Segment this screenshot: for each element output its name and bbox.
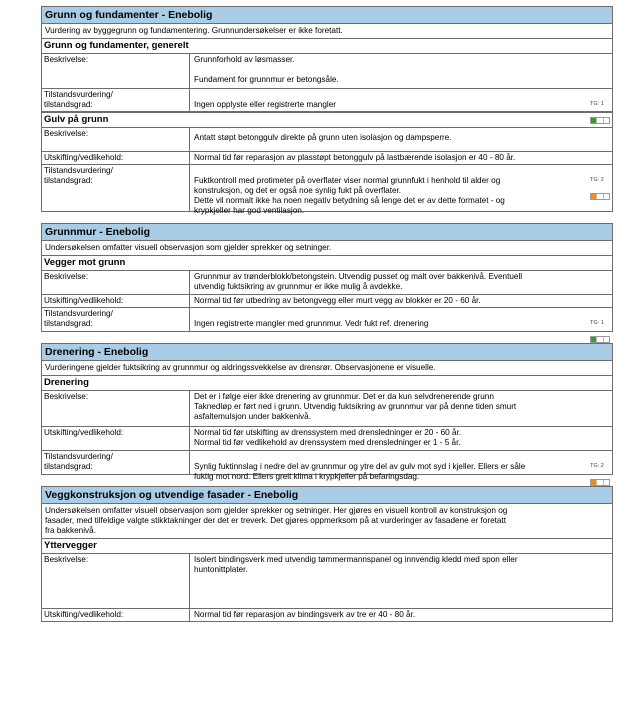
row-value-cell (190, 451, 612, 481)
section-intro: Vurdering av byggegrunn og fundamentering. Grunnundersøkelser er ikke foretatt. (42, 24, 612, 39)
section-veggkonstruksjon (41, 486, 613, 622)
tg-bar (590, 117, 610, 124)
tg-label: TG: 2 (590, 463, 604, 469)
section-grunn-og-fundamenter (41, 6, 613, 215)
row-value: Normal tid før reparasjon av bindingsverk av tre er 40 - 80 år. (194, 610, 416, 619)
table-row (42, 554, 612, 609)
tg-bar (590, 479, 610, 486)
row-label: Tilstandsvurdering/ tilstandsgrad: (42, 451, 190, 474)
tg-label: TG: 2 (590, 177, 604, 183)
table-row (42, 295, 612, 308)
row-value: Antatt støpt betonggulv direkte på grunn uten isolasjon og dampsperre. (194, 133, 452, 142)
section-title: Drenering - Enebolig (42, 344, 612, 361)
table-row (42, 427, 612, 451)
subsection-title: Vegger mot grunn (42, 256, 612, 271)
row-label: Beskrivelse: (42, 128, 190, 151)
section-grunnmur (41, 223, 613, 332)
tg-indicator (590, 310, 610, 353)
section-title: Grunnmur - Enebolig (42, 224, 612, 241)
row-value-cell (190, 165, 612, 215)
section-intro: Undersøkelsen omfatter visuell observasjon som gjelder sprekker og setninger. (42, 241, 612, 256)
row-label: Utskifting/vedlikehold: (42, 427, 190, 450)
row-value: Normal tid før reparasjon av plasstøpt betonggulv på lastbærende isolasjon er 40 - 80 år. (194, 153, 516, 162)
row-label: Beskrivelse: (42, 391, 190, 426)
row-label: Utskifting/vedlikehold: (42, 295, 190, 307)
subsection-title: Drenering (42, 376, 612, 391)
section-title: Grunn og fundamenter - Enebolig (42, 7, 612, 24)
table-row (42, 89, 612, 112)
row-label: Utskifting/vedlikehold: (42, 609, 190, 621)
row-label: Tilstandsvurdering/ tilstandsgrad: (42, 308, 190, 331)
section-intro: Undersøkelsen omfatter visuell observasjon som gjelder sprekker og setninger. Her gjøres en visuell kontroll av konstruksjon og fasader, med tilfeldige valgte stikktakninger der det er treverk. Det gjøres oppmerksom på at vurderinger av fasadene er foretatt fra bakkenivå. (42, 504, 612, 539)
table-row (42, 152, 612, 165)
row-value: Ingen opplyste eller registrerte mangler (194, 100, 336, 109)
row-value: Normal tid før utbedring av betongvegg eller murt vegg av blokker er 20 - 60 år. (194, 296, 481, 305)
tg-label: TG: 1 (590, 320, 604, 326)
row-label: Beskrivelse: (42, 54, 190, 88)
table-row (42, 391, 612, 427)
section-intro: Vurderingene gjelder fuktsikring av grunnmur og aldringssvekkelse av drensrør. Observasjonene er visuelle. (42, 361, 612, 376)
row-value: Fuktkontroll med protimeter på overflater viser normal grunnfukt i henhold til alder og konstruksjon, og det er også noe synlig fukt på overflater. Dette vil normalt ikke ha noen negativ betydning så lenge det er av dette formatet - og krypkjeller har god ventilasjon. (194, 176, 505, 215)
tg-bar (590, 193, 610, 200)
row-label: Tilstandsvurdering/ tilstandsgrad: (42, 165, 190, 211)
subsection-title: Grunn og fundamenter, generelt (42, 39, 612, 54)
row-label: Beskrivelse: (42, 271, 190, 294)
tg-bar (590, 336, 610, 343)
table-row (42, 308, 612, 331)
row-value-cell (190, 308, 612, 331)
table-row (42, 54, 612, 89)
subsection-title: Yttervegger (42, 539, 612, 554)
tg-indicator (590, 453, 610, 496)
subsection-title: Gulv på grunn (42, 112, 612, 128)
table-row (42, 609, 612, 621)
row-value: Isolert bindingsverk med utvendig tømmermannspanel og innvendig kledd med spon eller huntonittplater. (194, 555, 518, 574)
table-row (42, 271, 612, 295)
table-row (42, 165, 612, 215)
tg-indicator (590, 167, 610, 210)
section-title: Veggkonstruksjon og utvendige fasader - Enebolig (42, 487, 612, 504)
row-label: Beskrivelse: (42, 554, 190, 608)
table-row (42, 451, 612, 481)
section-drenering (41, 343, 613, 481)
row-value: Grunnmur av trønderblokk/betongstein. Utvendig pusset og malt over bakkenivå. Eventuell utvendig fuktsikring av grunnmur er ikke mulig å avdekke. (194, 272, 523, 291)
row-label: Tilstandsvurdering/ tilstandsgrad: (42, 89, 190, 111)
row-value: Synlig fuktinnslag i nedre del av grunnmur og ytre del av gulv mot syd i kjeller. Ellers er såle fuktig mot nord. Ellers greit klima i krypkjeller på befaringsdag. (194, 462, 526, 481)
table-row (42, 128, 612, 152)
row-value: Ingen registrerte mangler med grunnmur. Vedr fukt ref. drenering (194, 319, 429, 328)
row-label: Utskifting/vedlikehold: (42, 152, 190, 164)
tg-label: TG: 1 (590, 101, 604, 107)
row-value: Grunnforhold av løsmasser. Fundament for grunnmur er betongsåle. (194, 55, 339, 84)
row-value: Det er i følge eier ikke drenering av grunnmur. Det er da kun selvdrenerende grunn Taknedløp er ført ned i grunn. Utvendig fuktsikring av grunnmur var på denne tiden smurt asfaltemulsjon under bakkenivå. (194, 392, 517, 421)
row-value: Normal tid før utskifting av drenssystem med drensledninger er 20 - 60 år. Normal tid før vedlikehold av drenssystem med drensledninger er 1 - 5 år. (194, 428, 462, 447)
row-value-cell (190, 89, 612, 111)
report-page (41, 6, 613, 633)
